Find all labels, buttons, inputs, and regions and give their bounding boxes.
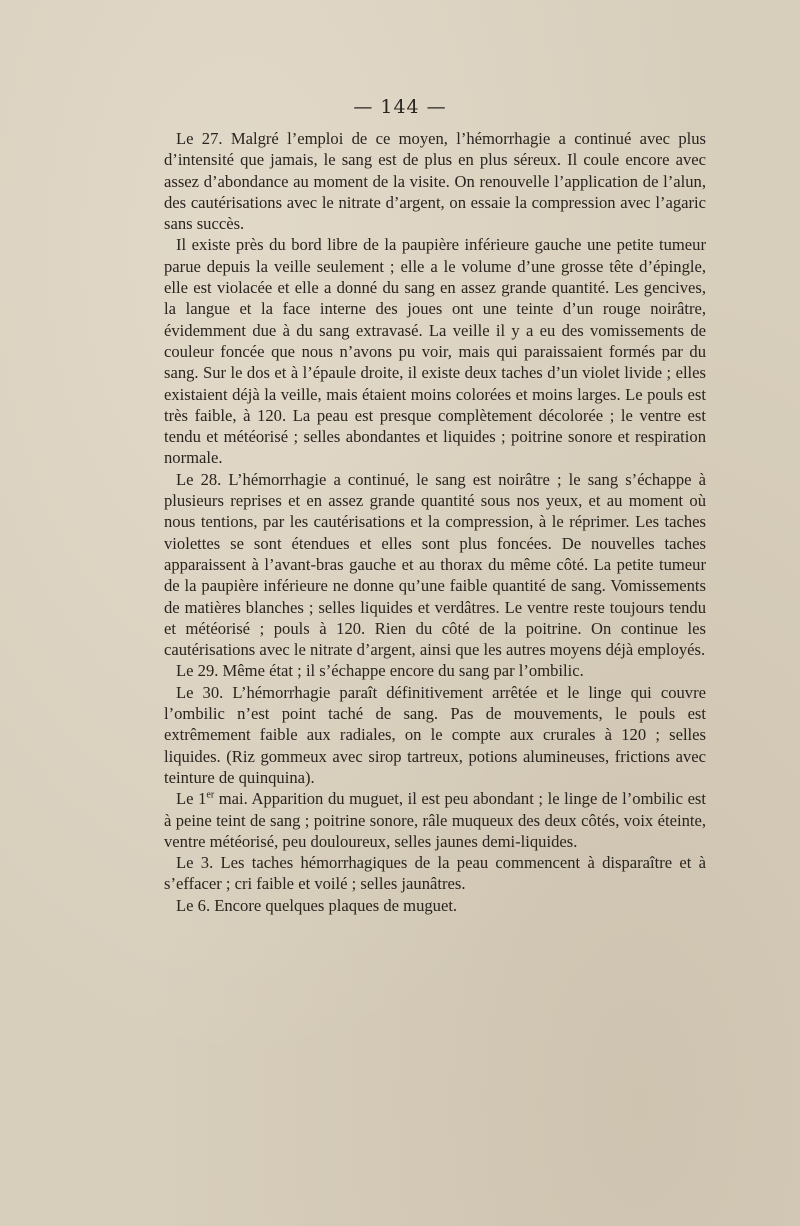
ordinal-superscript: er (206, 789, 215, 801)
paragraph: Le 30. L’hémorrhagie paraît définitivement arrêtée et le linge qui couvre l’ombilic n’est point taché de sang. Pas de mouvements, le pouls est extrêmement faible aux radiales, on le compte aux crurales à 120 ; selles liquides. (Riz gommeux avec sirop tartreux, potions alumineuses, frictions avec teinture de quinquina). (164, 682, 706, 787)
paragraph: Le 29. Même état ; il s’échappe encore du sang par l’ombilic. (176, 661, 584, 681)
paragraph: Le 27. Malgré l’emploi de ce moyen, l’hémorrhagie a continué avec plus d’intensité que jamais, le sang est de plus en plus séreux. Il coule encore avec assez d’abondance au moment de la visite. On renouvelle l’application de l’alun, des cautérisations avec le nitrate d’argent, on essaie la compression avec l’agaric sans succès. (164, 129, 706, 234)
body-text (164, 128, 706, 916)
paragraph-text: mai. Apparition du muguet, il est peu abondant ; le linge de l’ombilic est à peine teint de sang ; poitrine sonore, râle muqueux des deux côtés, voix éteinte, ventre météorisé, peu douloureux, selles jaunes demi-liquides. (164, 789, 706, 851)
paragraph: Le 3. Les taches hémorrhagiques de la peau commencent à disparaître et à s’effacer ; cri faible et voilé ; selles jaunâtres. (164, 853, 706, 894)
paragraph: Le 6. Encore quelques plaques de muguet. (176, 895, 458, 915)
page-number: — 144 — (353, 96, 447, 118)
paragraph-may-first (164, 788, 706, 852)
date-prefix: Le 1 (176, 789, 207, 809)
paragraph: Le 28. L’hémorrhagie a continué, le sang est noirâtre ; le sang s’échappe à plusieurs reprises et en assez grande quantité sous nos yeux, et au moment où nous tentions, par les cautérisations et la compression, à le réprimer. Les taches violettes se sont étendues et elles sont plus foncées. De nouvelles taches apparaissent à l’avant-bras gauche et au thorax du même côté. La petite tumeur de la paupière inférieure ne donne qu’une faible quantité de sang. Vomissements de matières blanches ; selles liquides et verdâtres. Le ventre reste toujours tendu et météorisé ; pouls à 120. Rien du côté de la poitrine. On continue les cautérisations avec le nitrate d’argent, ainsi que les autres moyens déjà employés. (164, 469, 706, 660)
paragraph: Il existe près du bord libre de la paupière inférieure gauche une petite tumeur parue depuis la veille seulement ; elle a le volume d’une grosse tête d’épingle, elle est violacée et elle a donné du sang en assez grande quantité. Les gencives, la langue et la face interne des joues ont une teinte d’un rouge noirâtre, évidemment due à du sang extravasé. La veille il y a eu des vomissements de couleur foncée que nous n’avons pu voir, mais qui paraissaient formés par du sang. Sur le dos et à l’épaule droite, il existe deux taches d’un violet livide ; elles existaient déjà la veille, mais étaient moins colorées et moins larges. Le pouls est très faible, à 120. La peau est presque complètement décolorée ; le ventre est tendu et météorisé ; selles abondantes et liquides ; poitrine sonore et respiration normale. (164, 235, 706, 468)
